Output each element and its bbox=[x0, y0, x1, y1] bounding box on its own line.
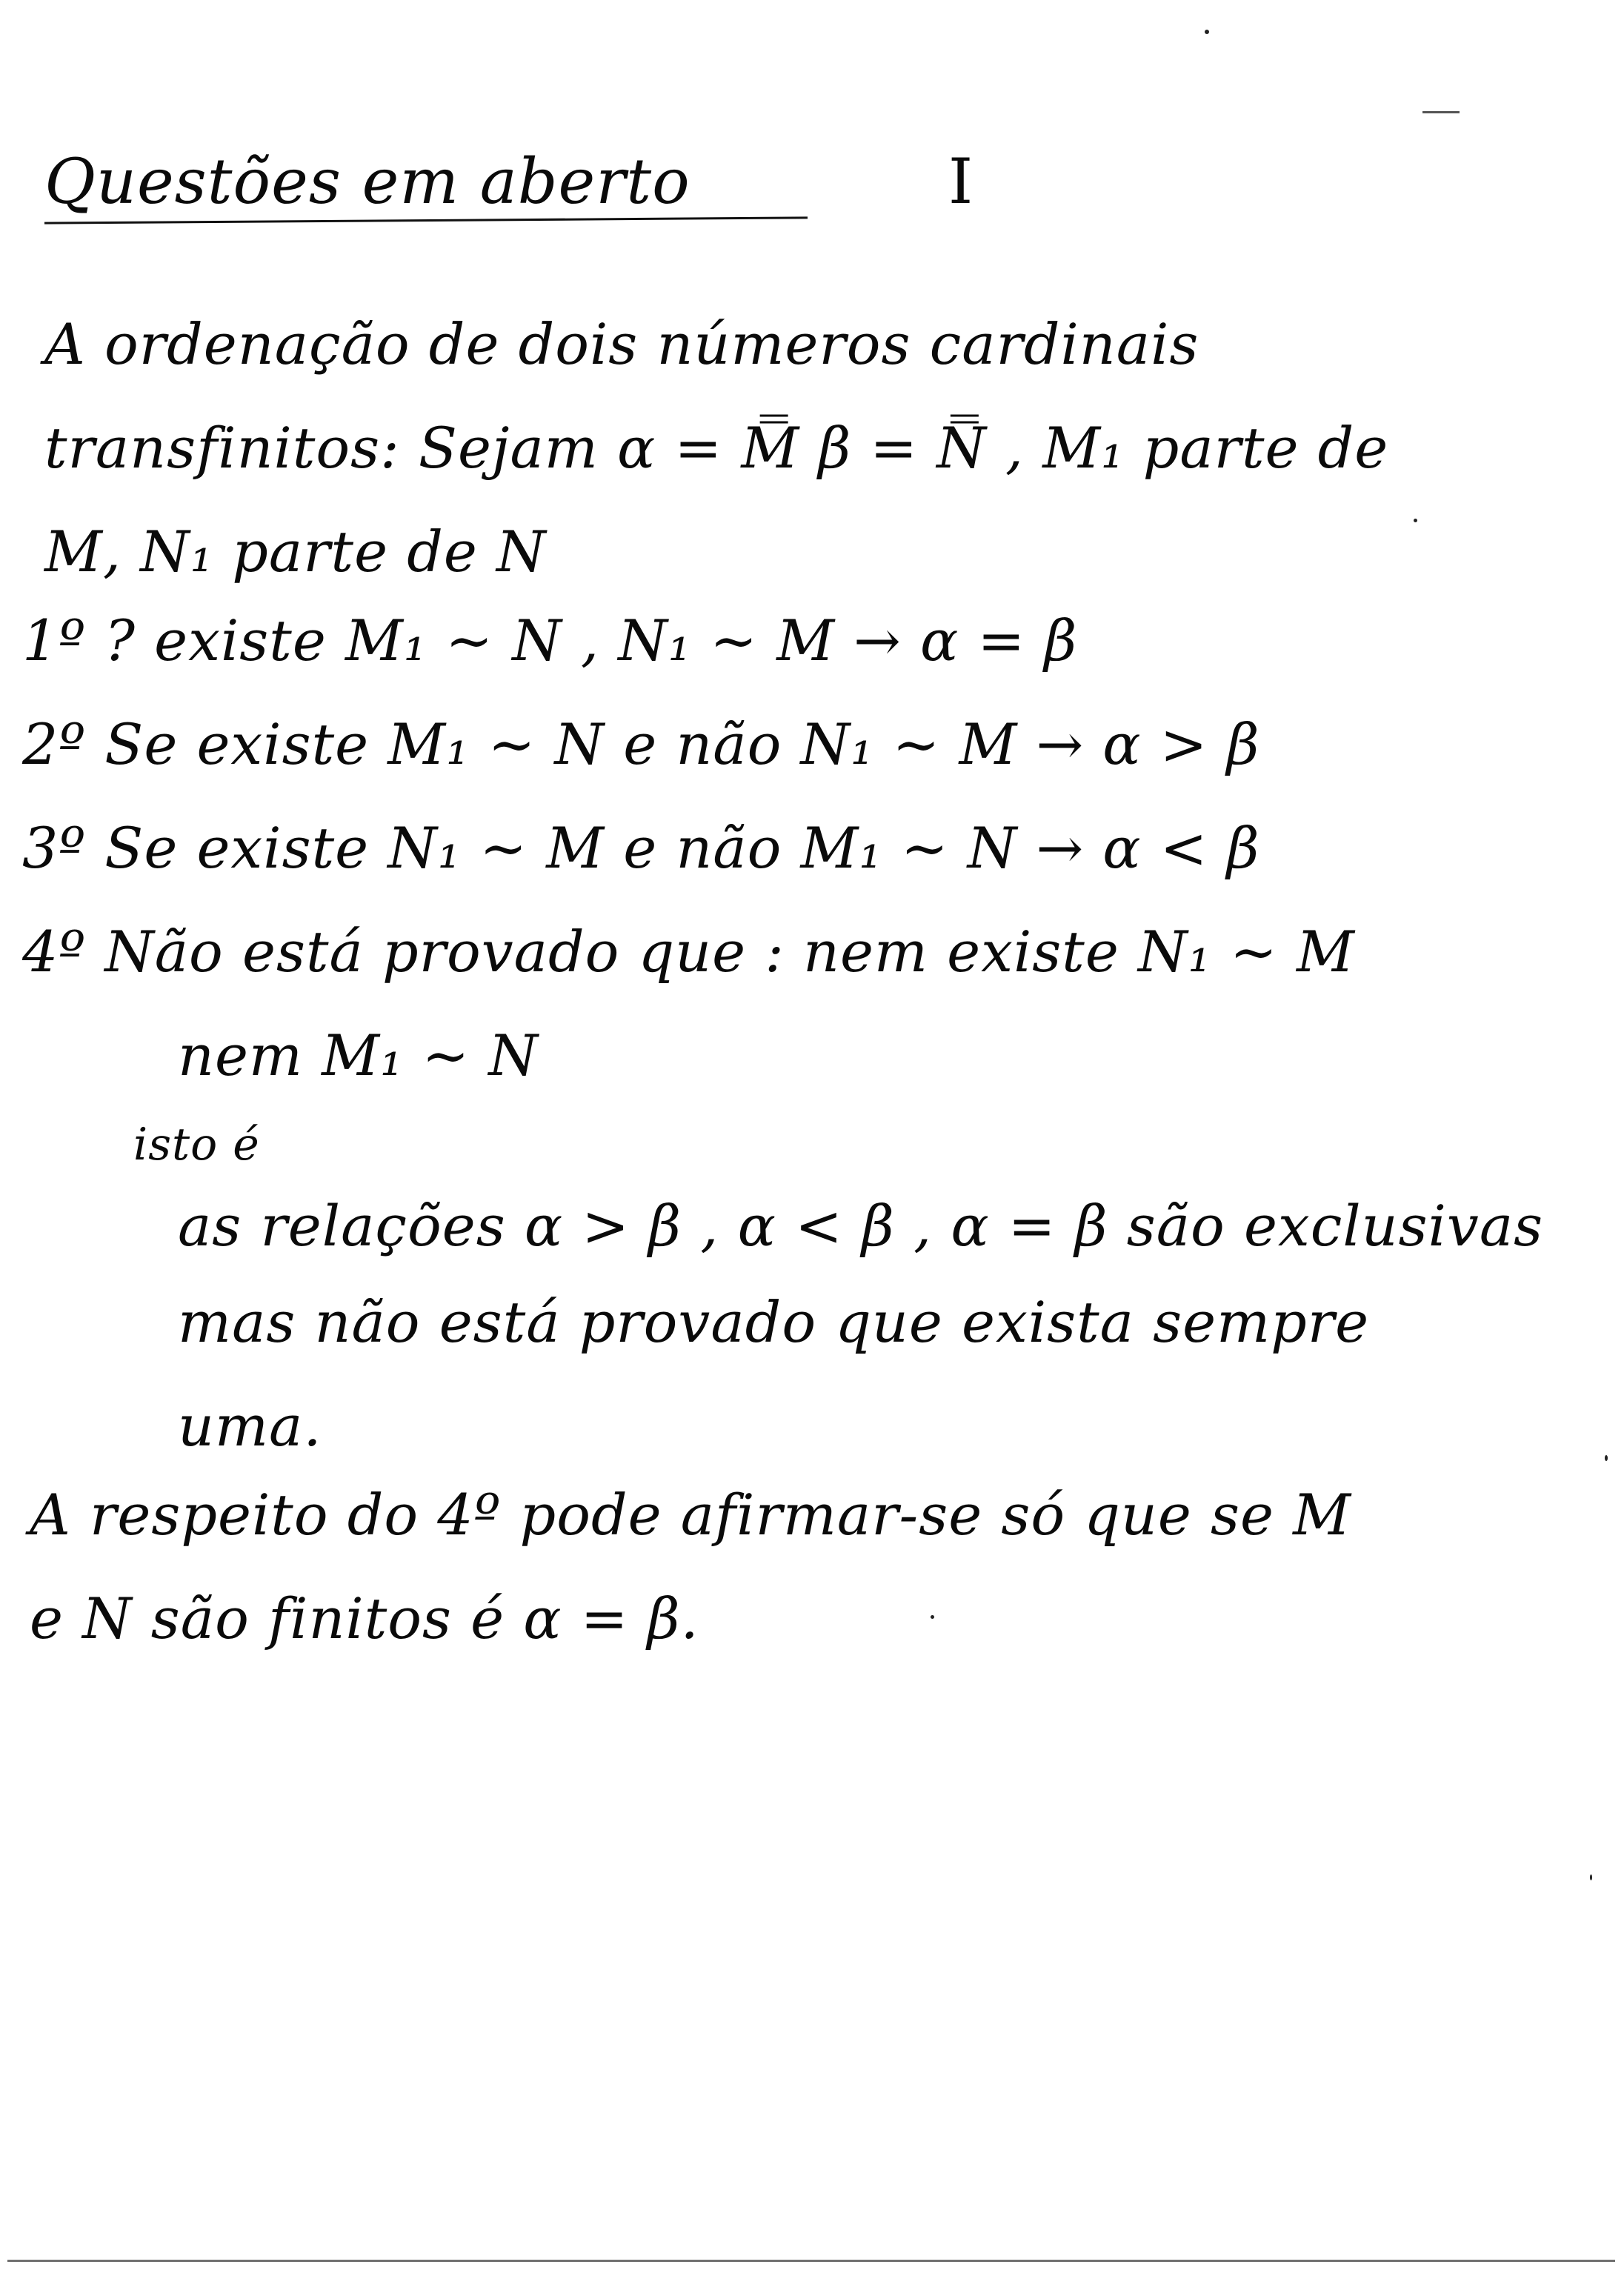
text-line-case-1: 1º ? existe M₁ ∼ N , N₁ ∼ M → α = β bbox=[22, 608, 1078, 673]
page-title: Questões em aberto bbox=[44, 145, 690, 218]
text-line-not-proven: mas não está provado que exista sempre bbox=[178, 1289, 1370, 1355]
scan-speck bbox=[1414, 519, 1417, 522]
section-number: I bbox=[948, 145, 974, 218]
text-line-case-4-cont: nem M₁ ∼ N bbox=[178, 1022, 539, 1088]
scan-corner-mark bbox=[1422, 111, 1460, 113]
text-line-isto-e: isto é bbox=[133, 1119, 260, 1171]
scan-bottom-edge bbox=[7, 2260, 1615, 2262]
text-line-case-4: 4º Não está provado que : nem existe N₁ ∼ M bbox=[22, 919, 1355, 985]
scan-speck bbox=[931, 1615, 934, 1619]
text-line-1: A ordenação de dois números cardinais bbox=[44, 311, 1199, 377]
text-line-finitos: e N são finitos é α = β. bbox=[30, 1585, 699, 1651]
scan-speck bbox=[1590, 1874, 1592, 1880]
text-line-case-3: 3º Se existe N₁ ∼ M e não M₁ ∼ N → α < β bbox=[22, 815, 1260, 881]
text-line-3: M, N₁ parte de N bbox=[44, 519, 547, 585]
scan-speck bbox=[1605, 1455, 1608, 1461]
text-line-uma: uma. bbox=[178, 1393, 322, 1459]
scan-speck bbox=[1205, 30, 1209, 34]
text-line-case-2: 2º Se existe M₁ ∼ N e não N₁ ∼ M → α > β bbox=[22, 711, 1260, 777]
text-line-2: transfinitos: Sejam α = M̿ β = N̿ , M₁ parte de bbox=[44, 415, 1389, 481]
text-line-relations: as relações α > β , α < β , α = β são exclusivas bbox=[178, 1193, 1544, 1259]
text-line-respeito: A respeito do 4º pode afirmar-se só que se M bbox=[30, 1482, 1351, 1548]
